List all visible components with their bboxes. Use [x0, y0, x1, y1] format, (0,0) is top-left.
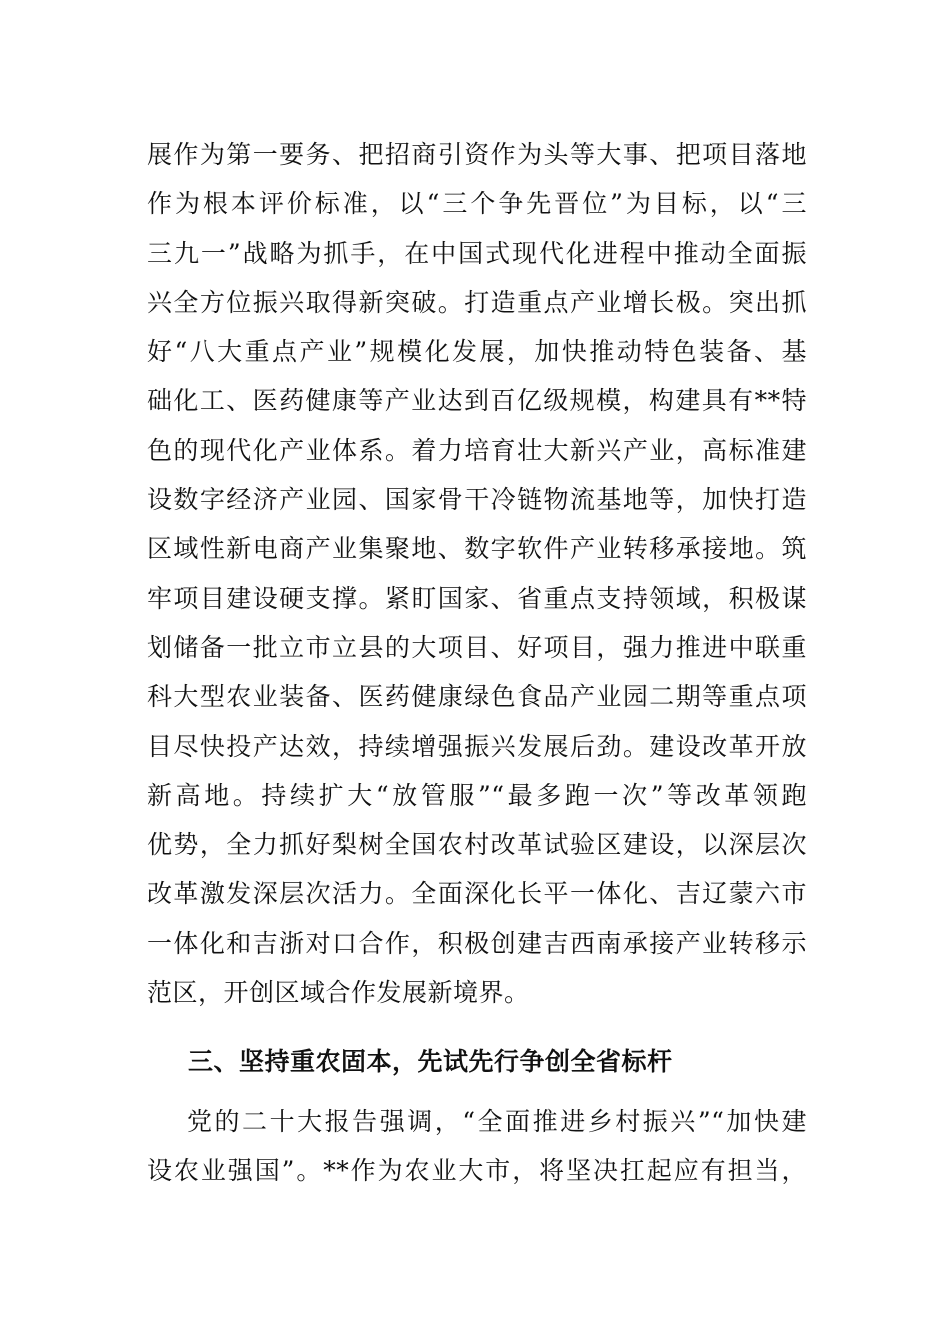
paragraph-1	[147, 130, 807, 1017]
paragraph-line: 优势，全力抓好梨树全国农村改革试验区建设，以深层次	[147, 830, 807, 860]
paragraph-line: 新高地。持续扩大“放管服”“最多跑一次”等改革领跑	[147, 780, 807, 810]
paragraph-line: 科大型农业装备、医药健康绿色食品产业园二期等重点项	[147, 682, 807, 712]
paragraph-line: 目尽快投产达效，持续增强振兴发展后劲。建设改革开放	[147, 731, 807, 761]
paragraph-line: 兴全方位振兴取得新突破。打造重点产业增长极。突出抓	[147, 287, 807, 317]
paragraph-line: 设数字经济产业园、国家骨干冷链物流基地等，加快打造	[147, 485, 807, 515]
paragraph-line: 三九一”战略为抓手，在中国式现代化进程中推动全面振	[147, 238, 807, 268]
paragraph-line: 一体化和吉浙对口合作，积极创建吉西南承接产业转移示	[147, 928, 807, 958]
paragraph-line: 好“八大重点产业”规模化发展，加快推动特色装备、基	[147, 337, 807, 367]
paragraph-2	[147, 1097, 807, 1196]
paragraph-line: 展作为第一要务、把招商引资作为头等大事、把项目落地	[147, 140, 807, 169]
section-heading: 三、坚持重农固本，先试先行争创全省标杆	[188, 1047, 673, 1076]
paragraph-line: 区域性新电商产业集聚地、数字软件产业转移承接地。筑	[147, 534, 807, 564]
paragraph-line: 作为根本评价标准，以“三个争先晋位”为目标，以“三	[147, 189, 807, 219]
paragraph-line: 牢项目建设硬支撑。紧盯国家、省重点支持领域，积极谋	[147, 583, 807, 613]
paragraph-line: 范区，开创区域合作发展新境界。	[147, 978, 530, 1008]
paragraph-line: 党的二十大报告强调，“全面推进乡村振兴”“加快建	[187, 1107, 807, 1136]
paragraph-line: 划储备一批立市立县的大项目、好项目，强力推进中联重	[147, 632, 807, 662]
paragraph-line: 础化工、医药健康等产业达到百亿级规模，构建具有**特	[147, 386, 807, 416]
paragraph-line: 色的现代化产业体系。着力培育壮大新兴产业，高标准建	[147, 435, 807, 465]
paragraph-line: 设农业强国”。**作为农业大市，将坚决扛起应有担当，	[147, 1156, 807, 1186]
paragraph-line: 改革激发深层次活力。全面深化长平一体化、吉辽蒙六市	[147, 879, 807, 909]
